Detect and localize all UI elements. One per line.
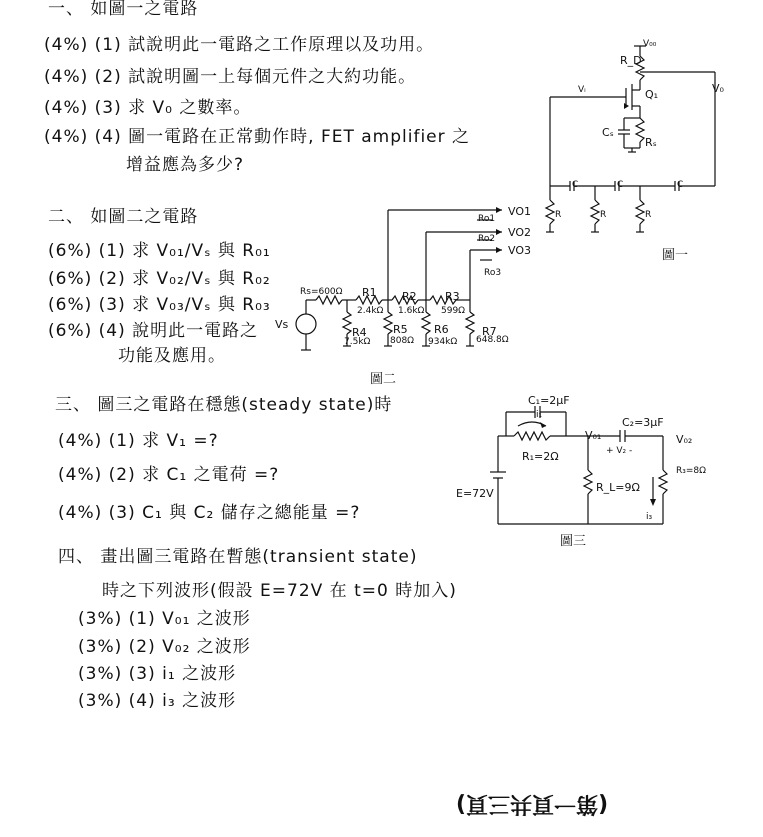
s1-q3	[44, 93, 251, 118]
fig1-rs-label: Rₛ	[645, 136, 657, 149]
fig2-ro2-label: Ro2	[478, 234, 496, 244]
fig2-r3-value: 599Ω	[441, 306, 466, 316]
s3-q2	[58, 460, 279, 485]
s4-q3	[78, 659, 236, 684]
qtext: C₁ 與 C₂ 儲存之總能量 =?	[142, 503, 361, 523]
points: (4%)	[58, 431, 103, 451]
points: (3%)	[78, 609, 123, 629]
figure3-circuit	[488, 392, 688, 532]
fig3-e-label: E=72V	[456, 487, 494, 500]
fig2-r1-value: 2.4kΩ	[357, 306, 384, 316]
fig1-c-label-2: C	[617, 180, 624, 190]
qtext: 求 V₀ 之數率。	[128, 98, 252, 118]
points: (4%)	[44, 127, 89, 147]
qtext: 求 V₀₁/Vₛ 與 R₀₁	[132, 241, 271, 261]
fig3-caption: 圖三	[560, 534, 587, 549]
s4-q4	[78, 686, 236, 711]
fig2-vs-label: Vs	[275, 318, 289, 331]
qnum: (2)	[128, 637, 156, 657]
s2-q3	[48, 290, 271, 315]
fig1-c-label-1: C	[572, 180, 579, 190]
section4-subline: 時之下列波形(假設 E=72V 在 t=0 時加入)	[102, 581, 457, 601]
s2-q4-cont: 功能及應用。	[118, 346, 226, 366]
fig1-caption: 圖一	[662, 248, 689, 263]
qnum: (3)	[128, 664, 156, 684]
qnum: (2)	[98, 269, 126, 289]
fig3-r1-label: R₁=2Ω	[522, 450, 559, 463]
qtext: i₁ 之波形	[162, 664, 237, 684]
s1-q1	[44, 30, 434, 55]
fig1-r-label-3: R	[645, 210, 652, 220]
s1-q4-cont: 增益應為多少?	[126, 155, 245, 175]
qnum: (3)	[98, 295, 126, 315]
qnum: (1)	[98, 241, 126, 261]
points: (4%)	[44, 35, 89, 55]
qtext: 求 C₁ 之電荷 =?	[142, 465, 280, 485]
fig2-r4-label: R4	[352, 326, 367, 339]
qnum: (1)	[108, 431, 136, 451]
s1-q4	[44, 122, 470, 147]
points: (4%)	[58, 503, 103, 523]
fig3-vo1-label: V₀₁	[585, 429, 602, 442]
figure1-circuit	[540, 36, 740, 266]
qnum: (1)	[128, 609, 156, 629]
points: (6%)	[48, 269, 93, 289]
fig2-ro3-label: Ro3	[484, 268, 502, 278]
qtext: 求 V₀₃/Vₛ 與 R₀₃	[132, 295, 271, 315]
fig3-i1-label: i₁	[536, 410, 543, 420]
fig2-r1-label: R1	[362, 286, 377, 299]
qtext: i₃ 之波形	[162, 691, 237, 711]
qtext: 說明此一電路之	[132, 321, 259, 341]
fig2-vo2-label: VO2	[508, 226, 531, 239]
qnum: (4)	[128, 691, 156, 711]
s4-q2	[78, 632, 251, 657]
qnum: (1)	[94, 35, 122, 55]
fig2-r7-value: 648.8Ω	[476, 335, 509, 345]
s4-q1	[78, 604, 251, 629]
fig3-i3-label: i₃	[646, 512, 653, 522]
s3-q3	[58, 498, 360, 523]
fig1-cs-label: Cₛ	[602, 126, 614, 139]
fig2-vo3-label: VO3	[508, 244, 531, 257]
fig1-r-label-1: R	[555, 210, 562, 220]
qtext: 求 V₁ =?	[142, 431, 219, 451]
qnum: (2)	[108, 465, 136, 485]
qtext: 試說明圖一上每個元件之大約功能。	[128, 67, 417, 87]
points: (6%)	[48, 295, 93, 315]
points: (4%)	[58, 465, 103, 485]
qnum: (2)	[94, 67, 122, 87]
fig3-vo2-label: V₀₂	[676, 433, 693, 446]
points: (4%)	[44, 67, 89, 87]
qtext: V₀₁ 之波形	[162, 609, 251, 629]
points: (6%)	[48, 241, 93, 261]
section3-heading: 三、 圖三之電路在穩態(steady state)時	[55, 395, 393, 415]
s2-q4	[48, 316, 258, 341]
fig3-rl-label: R_L=9Ω	[596, 481, 640, 494]
qnum: (4)	[98, 321, 126, 341]
fig1-r-label-2: R	[600, 210, 607, 220]
points: (4%)	[44, 98, 89, 118]
fig2-ro1-label: Ro1	[478, 214, 496, 224]
s1-q2	[44, 62, 416, 87]
fig2-r6-value: 934kΩ	[428, 337, 458, 347]
s2-q2	[48, 264, 271, 289]
qtext: V₀₂ 之波形	[162, 637, 251, 657]
fig2-r7-label: R7	[482, 325, 497, 338]
fig2-caption: 圖二	[370, 372, 397, 387]
fig1-c-label-3: C	[677, 180, 684, 190]
points: (6%)	[48, 321, 93, 341]
fig1-vdd-label: V₀₀	[643, 39, 657, 49]
fig2-rs-label: Rs=600Ω	[300, 287, 343, 297]
s2-q1	[48, 236, 271, 261]
section1-heading: 一、 如圖一之電路	[48, 0, 199, 19]
fig3-c1-label: C₁=2μF	[528, 394, 570, 407]
points: (3%)	[78, 637, 123, 657]
section4-heading: 四、 畫出圖三電路在暫態(transient state)	[58, 547, 418, 567]
qtext: 求 V₀₂/Vₛ 與 R₀₂	[132, 269, 271, 289]
qnum: (3)	[94, 98, 122, 118]
fig2-r2-value: 1.6kΩ	[398, 306, 425, 316]
fig2-r6-label: R6	[434, 323, 449, 336]
fig2-r2-label: R2	[402, 290, 417, 303]
fig2-r4-value: 7.5kΩ	[344, 337, 371, 347]
fig2-vo1-label: VO1	[508, 205, 531, 218]
qnum: (4)	[94, 127, 122, 147]
fig2-r5-value: 808Ω	[390, 336, 415, 346]
qtext: 圖一電路在正常動作時, FET amplifier 之	[128, 127, 471, 147]
qnum: (3)	[108, 503, 136, 523]
page-footer: (第一頁共三頁)	[455, 791, 609, 816]
fig2-r3-label: R3	[445, 290, 460, 303]
fig3-v2-label: + V₂ -	[606, 446, 633, 456]
s3-q1	[58, 426, 219, 451]
section2-heading: 二、 如圖二之電路	[48, 207, 199, 227]
points: (3%)	[78, 664, 123, 684]
fig1-rd-label: R_D	[620, 54, 642, 67]
fig1-vi-label: Vᵢ	[578, 85, 586, 95]
fig3-r3-label: R₃=8Ω	[676, 466, 707, 476]
qtext: 試說明此一電路之工作原理以及功用。	[128, 35, 435, 55]
fig3-c2-label: C₂=3μF	[622, 416, 664, 429]
fig1-q1-label: Q₁	[645, 88, 659, 101]
fig2-r5-label: R5	[393, 323, 408, 336]
fig1-vo-label: V₀	[712, 82, 724, 95]
points: (3%)	[78, 691, 123, 711]
